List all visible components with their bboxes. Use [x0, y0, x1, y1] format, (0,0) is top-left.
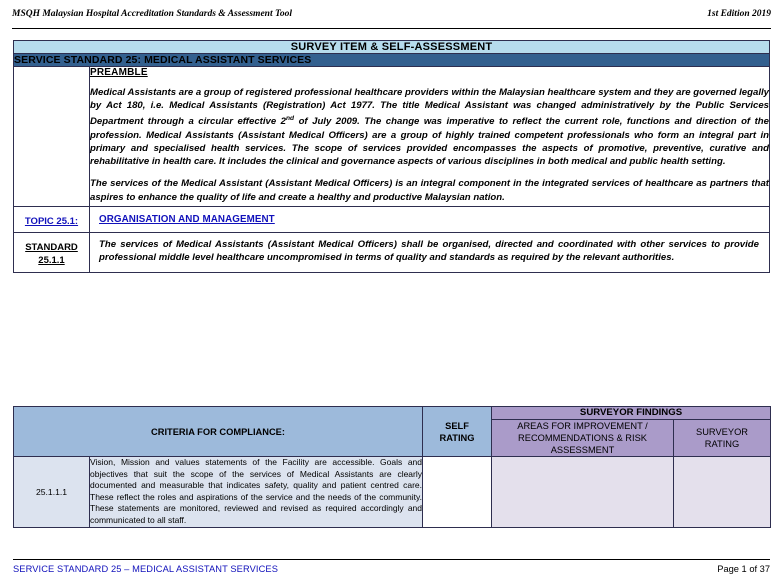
- preamble-p1-part2: of July 2009. The change was imperative to reflect the current role, functions and direction of the profession. Medical Assistants (Assistant Medical Officers) are a group of highly trained competent professionals who form an integral part in primary and specialised health services. The scope of services provided encompasses the aspects of promotive, preventive, curative and rehabilitative in health care. It includes the clinical and governance aspects of various disciplines in both medical and public health setting.: [90, 116, 769, 168]
- preamble-p1-superscript: nd: [286, 115, 295, 123]
- criteria-for-compliance-header: CRITERIA FOR COMPLIANCE:: [14, 407, 423, 457]
- preamble-body-cell: [90, 67, 770, 207]
- topic-title[interactable]: ORGANISATION AND MANAGEMENT: [99, 213, 275, 225]
- topic-row: [14, 206, 770, 232]
- survey-item-banner: SURVEY ITEM & SELF-ASSESSMENT: [14, 41, 770, 54]
- topic-title-cell: [90, 206, 770, 232]
- preamble-paragraph-1: [90, 86, 769, 168]
- service-standard-banner: SERVICE STANDARD 25: MEDICAL ASSISTANT SERVICES: [14, 54, 770, 67]
- standard-label-inner: [14, 233, 89, 271]
- service-standard-banner-row: [14, 54, 770, 67]
- criteria-row-text: Vision, Mission and values statements of the Facility are accessible. Goals and objectives that suit the scope of the services of Medical Assistants are clearly documented and measurable that indicates safety, quality and patient centred care. These reflect the roles and aspirations of the service and the needs of the community. These statements are monitored, reviewed and revised as required accordingly and communicated to all staff.: [90, 457, 423, 528]
- topic-label-inner: [14, 207, 89, 232]
- standard-text: The services of Medical Assistants (Assistant Medical Officers) shall be organised, directed and coordinated with other services to provide professional middle level healthcare uncompromised in terms of quality and standards as required by the relevant authorities.: [99, 238, 759, 264]
- criteria-table: [13, 406, 771, 528]
- surveyor-rating-line1: SURVEYOR: [696, 427, 749, 437]
- areas-for-improvement-header: [492, 420, 674, 457]
- criteria-header-row-1: [14, 407, 771, 420]
- standard-row: [14, 232, 770, 272]
- surveyor-rating-header: [674, 420, 771, 457]
- preamble-paragraph-2: The services of the Medical Assistant (Assistant Medical Officers) is an integral component in the integrated services of healthcare as partners that aspires to enhance the quality of life and create a healthy and productive Malaysian nation.: [90, 178, 769, 203]
- criteria-row-areas[interactable]: [492, 457, 674, 528]
- preamble-row: [14, 67, 770, 207]
- survey-item-banner-row: [14, 41, 770, 54]
- running-header: [12, 8, 771, 29]
- table-row: [14, 457, 771, 528]
- document-table: [13, 40, 770, 273]
- header-title: MSQH Malaysian Hospital Accreditation Standards & Assessment Tool: [12, 9, 293, 19]
- criteria-row-surveyor-rating[interactable]: [674, 457, 771, 528]
- areas-line1: AREAS FOR IMPROVEMENT /: [517, 421, 648, 431]
- header-edition: 1st Edition 2019: [707, 9, 771, 19]
- areas-line2: RECOMMENDATIONS & RISK ASSESSMENT: [518, 433, 647, 455]
- surveyor-rating-line2: RATING: [704, 439, 740, 449]
- page-number: Page 1 of 37: [717, 564, 770, 574]
- surveyor-findings-header: SURVEYOR FINDINGS: [492, 407, 771, 420]
- standard-label-cell: [14, 232, 90, 272]
- page-footer: [13, 559, 770, 574]
- standard-text-cell: [90, 232, 770, 272]
- preamble-p1-part1: Medical Assistants are a group of registered professional healthcare providers within the Malaysian healthcare system and they are governed legally by Act 180, i.e. Medical Assistants (Registration) Act 1977. The title Medical Assistant was changed administratively by the Public Services Department through a circular effective 2: [90, 87, 769, 128]
- criteria-row-self-rating[interactable]: [423, 457, 492, 528]
- self-rating-line2: RATING: [439, 432, 475, 443]
- criteria-row-number: 25.1.1.1: [14, 457, 90, 528]
- standard-label-line1: STANDARD: [25, 241, 78, 253]
- self-rating-line1: SELF: [445, 420, 469, 431]
- topic-label[interactable]: TOPIC 25.1:: [24, 215, 79, 227]
- footer-standard-label: SERVICE STANDARD 25 – MEDICAL ASSISTANT SERVICES: [13, 564, 279, 574]
- preamble-heading: PREAMBLE: [90, 67, 148, 78]
- standard-label-line2: 25.1.1: [38, 254, 65, 266]
- preamble-label-cell: [14, 67, 90, 207]
- self-rating-header: [423, 407, 492, 457]
- topic-label-cell: [14, 206, 90, 232]
